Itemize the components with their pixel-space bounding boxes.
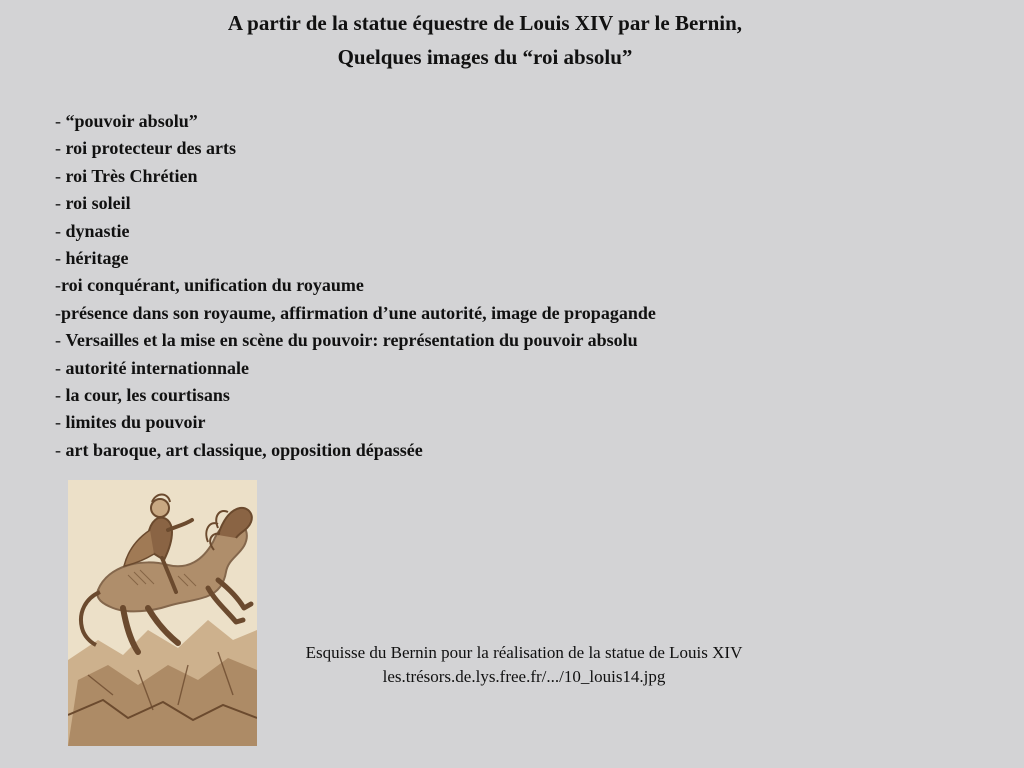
bullet-text: limites du pouvoir [65, 412, 206, 433]
bullet-item [55, 300, 656, 327]
bullet-marker: - [55, 111, 66, 131]
bullet-text: “pouvoir absolu” [65, 111, 198, 131]
bullet-item [55, 437, 656, 464]
bullet-item [55, 327, 656, 354]
bullet-marker: - [55, 302, 61, 323]
equestrian-sketch-drawing [68, 480, 257, 746]
bullet-marker: - [55, 439, 66, 460]
bullet-item [55, 245, 656, 272]
bullet-item [55, 409, 656, 436]
bullet-item [55, 108, 656, 135]
bullet-item [55, 190, 656, 217]
bullet-item [55, 272, 656, 299]
bullet-marker: - [55, 193, 66, 214]
bullet-text: dynastie [65, 220, 130, 241]
image-caption [266, 641, 782, 689]
bullet-marker: - [55, 220, 66, 241]
bullet-text: roi soleil [65, 193, 131, 214]
bullet-text: la cour, les courtisans [65, 385, 230, 406]
bullet-text: Versailles et la mise en scène du pouvoir: représentation du pouvoir absolu [65, 330, 638, 351]
slide-title-line-2: Quelques images du “roi absolu” [337, 45, 633, 69]
slide-title [0, 6, 970, 74]
bullet-item [55, 163, 656, 190]
caption-description: Esquisse du Bernin pour la réalisation de la statue de Louis XIV [305, 643, 743, 662]
bullet-item [55, 135, 656, 162]
bullet-text: présence dans son royaume, affirmation d’une autorité, image de propagande [61, 302, 656, 323]
bullet-marker: - [55, 412, 66, 433]
bullet-text: art baroque, art classique, opposition dépassée [65, 439, 423, 460]
bullet-marker: - [55, 248, 66, 269]
bullet-item [55, 355, 656, 382]
bullet-text: autorité internationnale [65, 357, 249, 378]
bullet-text: roi Très Chrétien [65, 165, 198, 186]
bullet-text: roi conquérant, unification du royaume [61, 275, 364, 296]
bullet-marker: - [55, 138, 66, 159]
bullet-marker: - [55, 385, 66, 406]
slide-title-line-1: A partir de la statue équestre de Louis XIV par le Bernin, [227, 11, 743, 35]
bullet-list [55, 108, 656, 464]
bullet-item [55, 218, 656, 245]
bernini-sketch-image [68, 480, 257, 746]
bullet-marker: - [55, 357, 66, 378]
bullet-item [55, 382, 656, 409]
bullet-text: roi protecteur des arts [65, 138, 236, 159]
bullet-marker: - [55, 165, 66, 186]
caption-source: les.trésors.de.lys.free.fr/.../10_louis14.jpg [382, 667, 666, 686]
bullet-text: héritage [65, 248, 129, 269]
bullet-marker: - [55, 275, 61, 296]
bullet-marker: - [55, 330, 66, 351]
